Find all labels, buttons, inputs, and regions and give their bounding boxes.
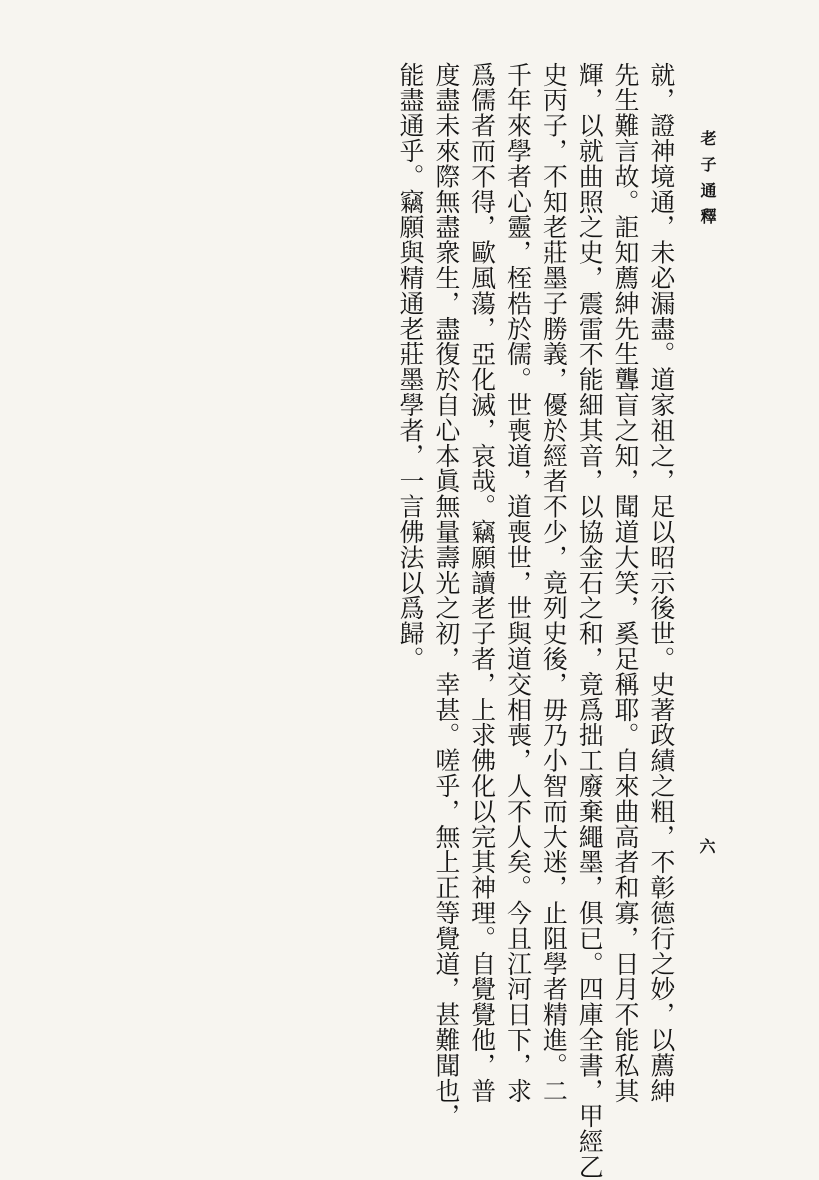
text-column: 先生難言故。詎知薦紳先生聾盲之知，聞道大笑，奚足稱耶。自來曲高者和寡，日月不能私其	[611, 62, 641, 1104]
text-column: 爲儒者而不得，歐風蕩，亞化滅，哀哉。竊願讀老子者，上求佛化以完其神理。自覺覺他，普	[467, 62, 497, 1104]
vertical-text-block	[396, 62, 676, 1180]
text-column: 千年來學者心靈，桎梏於儒。世喪道，道喪世，世與道交相喪，人不人矣。今且江河日下，求	[503, 62, 533, 1104]
text-column: 史丙子，不知老莊墨子勝義，優於經者不少，竟列史後，毋乃小智而大迷，止阻學者精進。二	[539, 62, 569, 1104]
page-number: 六	[697, 838, 716, 854]
text-column: 輝，以就曲照之史，震雷不能細其音，以協金石之和，竟爲拙工廢棄繩墨，俱已。四庫全書，甲經乙	[575, 62, 605, 1180]
text-column: 就，證神境通，未必漏盡。道家祖之，足以昭示後世。史著政績之粗，不彰德行之妙，以薦紳	[646, 62, 676, 1104]
text-column: 能盡通乎。竊願與精通老莊墨學者，一言佛法以爲歸。	[396, 62, 425, 672]
running-title: 老子通釋	[698, 130, 717, 234]
text-column: 度盡未來際無盡衆生，盡復於自心本眞無量壽光之初，幸甚。嗟乎，無上正等覺道，甚難聞也，	[431, 62, 461, 1129]
